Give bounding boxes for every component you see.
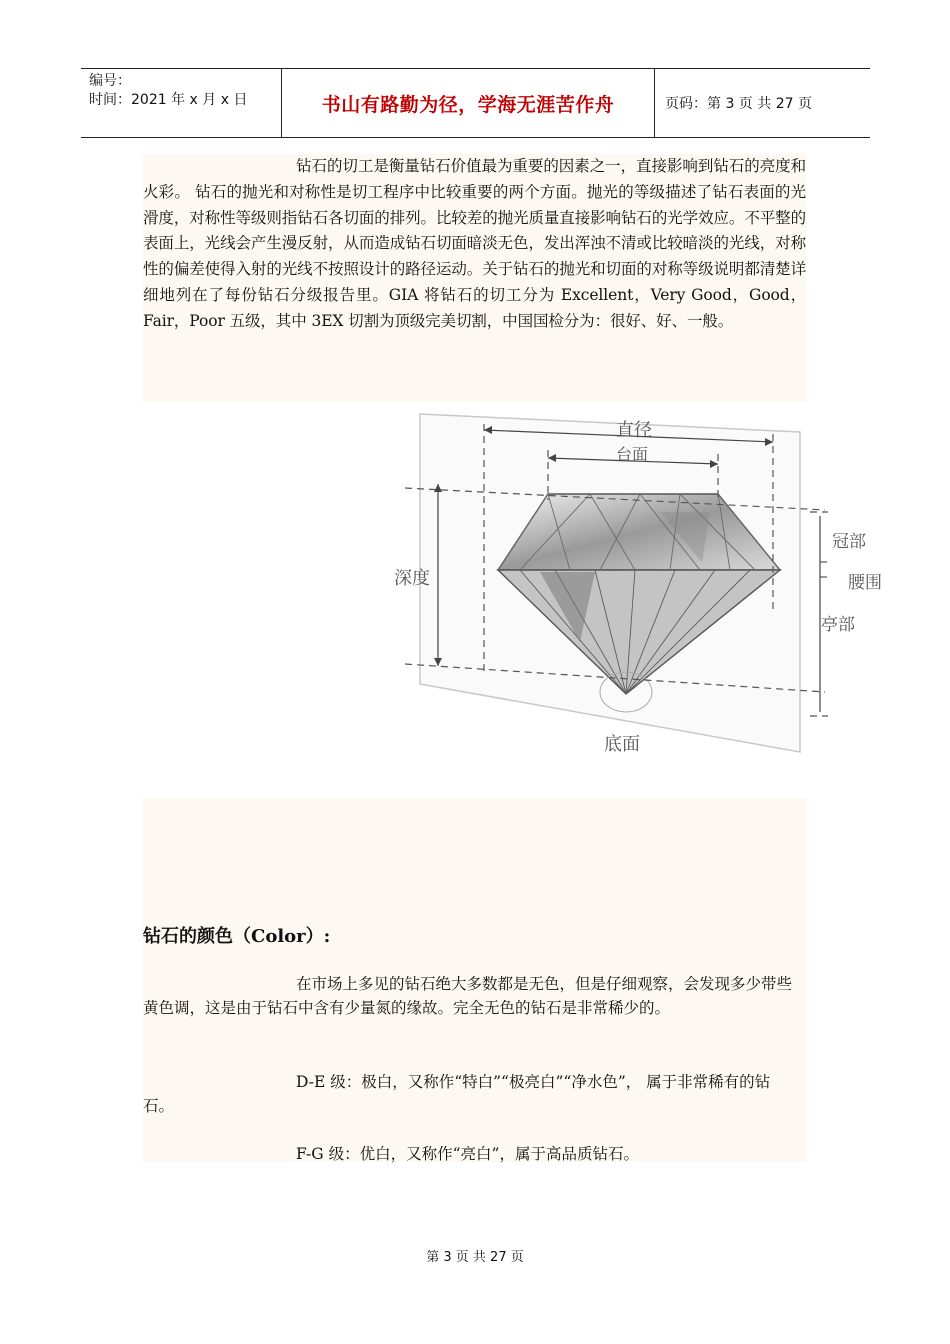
label-culet: 底面: [604, 734, 640, 755]
label-girdle: 腰围: [848, 573, 882, 593]
number-label: 编号：: [89, 73, 131, 89]
intro-paragraph: [143, 154, 806, 335]
page-footer: 第 3 页 共 27 页: [426, 1250, 524, 1265]
header-divider: [654, 69, 655, 137]
label-table: 台面: [616, 445, 649, 464]
label-diameter: 直径: [616, 420, 652, 441]
label-pavilion: 亭部: [821, 615, 855, 635]
grade-de-paragraph: D-E 级：极白，又称作“特白”“极亮白”“净水色”， 属于非常稀有的钻石。: [143, 1073, 771, 1115]
header-page-info: 页码：第 3 页 共 27 页: [665, 96, 812, 112]
intro-block: [143, 154, 806, 402]
label-depth: 深度: [394, 568, 430, 589]
intro-text: 钻石的切工是衡量钻石价值最为重要的因素之一，直接影响到钻石的亮度和火彩。 钻石的抛光和对称性是切工程序中比较重要的两个方面。抛光的等级描述了钻石表面的光滑度，对称性等级则指钻石各切面的排列。比较差的抛光质量直接影响钻石的光学效应。不平整的表面上，光线会产生漫反射，从而造成钻石切面暗淡无色，发出浑浊不清或比较暗淡的光线，对称性的偏差使得入射的光线不按照设计的路径运动。关于钻石的抛光和切面的对称等级说明都清楚详细地列在了每份钻石分级报告里。GIA 将钻石的切工分为 Excellent，Very Good，Good，Fair，Poor 五级，其中 3EX 切割为顶级完美切割，中国国检分为：很好、好、一般。: [143, 157, 806, 330]
header-meta: [89, 72, 247, 110]
color-section-title: 钻石的颜色（Color）:: [143, 926, 331, 947]
color-block: [143, 798, 806, 1162]
time-label: 时间：2021 年 x 月 x 日: [89, 92, 248, 108]
color-paragraph: 在市场上多见的钻石绝大多数都是无色，但是仔细观察，会发现多少带些黄色调，这是由于钻石中含有少量氮的缘故。完全无色的钻石是非常稀少的。: [143, 975, 793, 1017]
page-header: [81, 68, 870, 138]
diamond-proportions-figure: [380, 402, 900, 764]
header-motto: 书山有路勤为径，学海无涯苦作舟: [321, 93, 615, 116]
grade-fg-paragraph: F-G 级：优白，又称作“亮白”，属于高品质钻石。: [296, 1145, 639, 1163]
diamond-diagram: [380, 402, 900, 764]
label-crown: 冠部: [832, 532, 866, 552]
